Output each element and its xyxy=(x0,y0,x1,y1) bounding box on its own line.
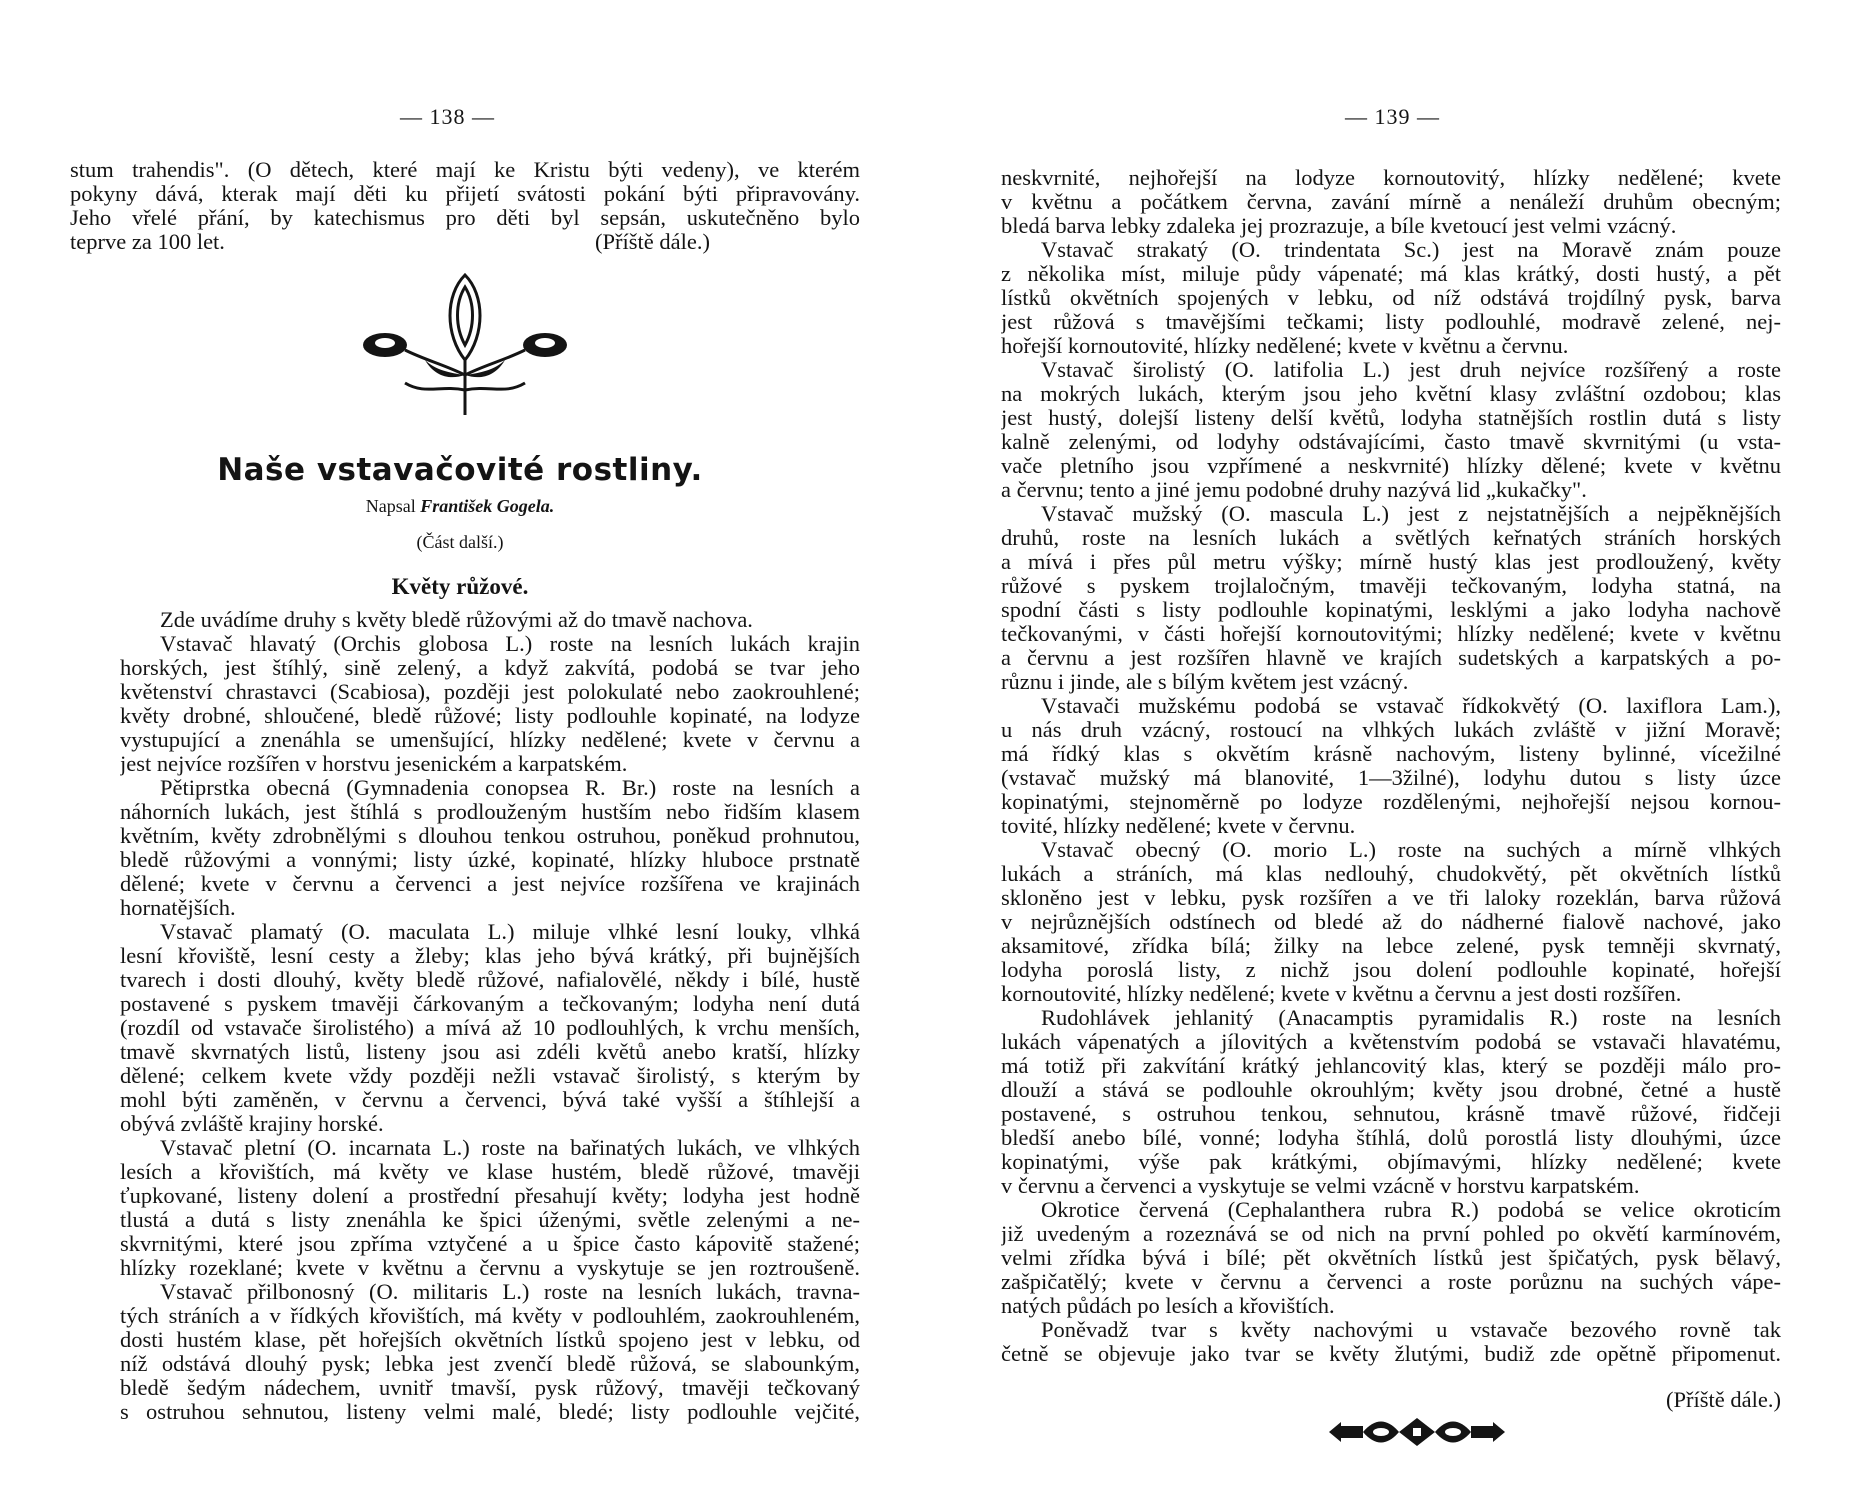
text-line: aksamitové, zřídka bílá; žilky na lebce zelené, pysk temněji skvrnatý, xyxy=(1001,934,1781,958)
page-number-left: — 138 — xyxy=(400,104,495,129)
text-line: skvrnitými, které jsou zpříma vztyčené a u špice často kápovitě stažené; xyxy=(120,1232,860,1256)
text-line: teprve za 100 let. xyxy=(70,230,225,254)
text-line: s ostruhou sehnutou, listeny velmi malé, bledé; listy podlouhle vejčité, xyxy=(120,1400,860,1424)
text-line: jest nejvíce rozšířen v horstvu jesenickém a karpatském. xyxy=(120,752,628,776)
text-line: Jeho vřelé přání, by katechismus pro děti byl sepsán, uskutečněno bylo xyxy=(70,206,860,230)
text-line: a červnu; tento a jiné jemu podobné druhy nazývá lid „kukačky". xyxy=(1001,478,1587,502)
text-line: tmavě skvrnatých listů, listeny jsou asi zdéli květů anebo kratší, hlízky xyxy=(120,1040,860,1064)
text-line: druhů, roste na lesních lukách a světlých keřnatých stráních horských xyxy=(1001,526,1781,550)
text-line: Vstavač mužský (O. mascula L.) jest z nejstatnějších a nejpěknějších xyxy=(1041,502,1781,526)
text-line: Vstavači mužskému podobá se vstavač řídkokvětý (O. laxiflora Lam.), xyxy=(1041,694,1781,718)
text-line: lesní křoviště, lesní cesty a žleby; klas jeho bývá krátký, při bujnějších xyxy=(120,944,860,968)
text-line: neskvrnité, nejhořejší na lodyze kornoutovitý, hlízky nedělené; kvete xyxy=(1001,166,1781,190)
text-line: velmi zřídka bývá i bílé; pět okvětních lístků jest špičatých, pysk bělavý, xyxy=(1001,1246,1781,1270)
text-line: tovité, hlízky nedělené; kvete v červnu. xyxy=(1001,814,1356,838)
floral-ornament xyxy=(355,265,575,425)
text-line: lístků okvětních spojených v lebku, od níž odstává trojdílný pysk, barva xyxy=(1001,286,1781,310)
text-line: postavené s pyskem tmavěji čárkovaným a tečkovaným; lodyha není dutá xyxy=(120,992,860,1016)
text-line: Vstavač přilbonosný (O. militaris L.) roste na lesních lukách, travna- xyxy=(160,1280,860,1304)
text-line: hlízky rozeklané; kvete v květnu a červnu a vyskytuje se jen roztroušeně. xyxy=(120,1256,860,1280)
text-line: jest hustý, dolejší listeny delší květů, lodyha statnějších rostlin dutá s listy xyxy=(1001,406,1781,430)
text-line: natých půdách po lesích a křovištích. xyxy=(1001,1294,1335,1318)
text-line: kornoutovité, hlízky nedělené; kvete v květnu a červnu a jest dosti rozšířen. xyxy=(1001,982,1682,1006)
text-line: četně se objevuje jako tvar se květy žlutými, budiž zde opětně připomenut. xyxy=(1001,1342,1781,1366)
text-line: tvarech i dosti dlouhý, květy bledě růžové, nafialovělé, někdy i bílé, hustě xyxy=(120,968,860,992)
text-line: Vstavač strakatý (O. trindentata Sc.) jest na Moravě znám pouze xyxy=(1041,238,1781,262)
text-line: v červnu a červenci a vyskytuje se velmi vzácně v horstvu karpatském. xyxy=(1001,1174,1640,1198)
author-line xyxy=(240,496,680,517)
intro-paragraph xyxy=(70,158,860,254)
text-line: lodyha poroslá listy, z nichž jsou dolení podlouhle kopinaté, hořejší xyxy=(1001,958,1781,982)
continue-note: (Příště dále.) xyxy=(595,230,710,254)
text-line: tečkovanými, v části hořejší kornoutovitými; hlízky nedělené; kvete v květnu xyxy=(1001,622,1781,646)
text-line: mohl býti zaměněn, v červnu a červenci, bývá také vyšší a štíhlejší a xyxy=(120,1088,860,1112)
text-line: (rozdíl od vstavače širolistého) a mívá až 10 podlouhlých, k vrchu menších, xyxy=(120,1016,860,1040)
text-line: dělené; kvete v červnu a červenci a jest nejvíce rozšířena ve krajinách xyxy=(120,872,860,896)
end-ornament xyxy=(1327,1412,1507,1452)
text-line: květy drobné, shloučené, bledě růžové; listy podlouhle kopinaté, na lodyze xyxy=(120,704,860,728)
text-line: v nejrůznějších odstínech od bledé až do nádherné fialově nachové, jako xyxy=(1001,910,1781,934)
text-line: má řídký klas s okvětím krásně nachovým, listeny bylinné, vícežilné xyxy=(1001,742,1781,766)
text-line: ťupkované, listeny dolení a prostřední přesahují květy; lodyha jest hodně xyxy=(120,1184,860,1208)
text-line: spodní části s listy podlouhle kopinatými, lesklými a jako lodyha nachově xyxy=(1001,598,1781,622)
text-line: kopinatými, výše pak krátkými, objímavými, hlízky nedělené; kvete xyxy=(1001,1150,1781,1174)
text-line: růžové s pyskem trojlaločným, tmavěji tečkovaným, lodyha statná, na xyxy=(1001,574,1781,598)
article-title: Naše vstavačovité rostliny. xyxy=(217,452,703,488)
text-line: Vstavač plamatý (O. maculata L.) miluje vlhké lesní louky, vlhká xyxy=(160,920,860,944)
text-line: v květnu a počátkem června, zavání mírně a nenáleží druhům obecným; xyxy=(1001,190,1781,214)
text-line: Zde uvádíme druhy s květy bledě růžovými až do tmavě nachova. xyxy=(160,608,753,632)
text-line: lukách vápenatých a jílovitých a květenstvím podobá se vstavači hlavatému, xyxy=(1001,1030,1781,1054)
text-line: květním, květy zdrobnělými s dlouhou tenkou ostruhou, poněkud prohnutou, xyxy=(120,824,860,848)
text-line: pokyny dává, kterak mají děti ku přijetí svátosti pokání býti připravovány. xyxy=(70,182,860,206)
text-line: bledší anebo bílé, vonné; lodyha štíhlá, dolů porostlá listy dlouhými, úzce xyxy=(1001,1126,1781,1150)
section-heading: Květy růžové. xyxy=(391,574,529,599)
text-line: kopinatými, stejnoměrně po lodyze rozdělenými, nejhořejší nejsou kornou- xyxy=(1001,790,1781,814)
text-line: hornatějších. xyxy=(120,896,236,920)
text-line: má totiž při zakvítání krátký jehlancovitý klas, který se později málo pro- xyxy=(1001,1054,1781,1078)
text-line: skloněno jest v lebku, pysk rozšířen a ve tři laloky rozeklán, barva růžová xyxy=(1001,886,1781,910)
text-line: dosti hustém klase, pět hořejších okvětních lístků spojeno jest v lebku, od xyxy=(120,1328,860,1352)
page-number-right: — 139 — xyxy=(1345,104,1440,129)
text-line: z několika míst, miluje půdy vápenaté; má klas krátký, dosti hustý, a pět xyxy=(1001,262,1781,286)
text-line: Vstavač hlavatý (Orchis globosa L.) roste na lesních lukách krajin xyxy=(160,632,860,656)
text-line: kalně zelenými, od lodyhy odstávajícími, často tmavě skvrnitými (u vsta- xyxy=(1001,430,1781,454)
text-line: Rudohlávek jehlanitý (Anacamptis pyramidalis R.) roste na lesních xyxy=(1041,1006,1781,1030)
text-line-with-note xyxy=(70,230,860,254)
author-prefix: Napsal xyxy=(365,496,416,516)
text-line: níž odstává dlouhý pysk; lebka jest zvenčí bledě růžová, se slabounkým, xyxy=(120,1352,860,1376)
text-line: bledá barva lebky zdaleka jej prozrazuje, a bíle kvetoucí jest velmi vzácný. xyxy=(1001,214,1677,238)
text-line: tých stráních a v řídkých křovištích, má květy v podlouhlém, zaokrouhleném, xyxy=(120,1304,860,1328)
text-line: Vstavač pletní (O. incarnata L.) roste na bařinatých lukách, ve vlhkých xyxy=(160,1136,860,1160)
left-body-text xyxy=(120,608,860,1424)
text-line: hořejší kornoutovité, hlízky nedělené; kvete v květnu a červnu. xyxy=(1001,334,1569,358)
text-line: dělené; celkem kvete vždy později nežli vstavač širolistý, s kterým by xyxy=(120,1064,860,1088)
text-line: a mívá i přes půl metru výšky; mírně hustý klas jest prodloužený, květy xyxy=(1001,550,1781,574)
text-line: lukách a stráních, má klas nedlouhý, chudokvětý, pět okvětních lístků xyxy=(1001,862,1781,886)
part-label: (Část další.) xyxy=(416,532,504,552)
text-line: vače pletního jsou vzpřímené a neskvrnité) hlízky dělené; kvete v květnu xyxy=(1001,454,1781,478)
text-line: stum trahendis". (O dětech, které mají ke Kristu býti vedeny), ve kterém xyxy=(70,158,860,182)
text-line: u nás druh vzácný, rostoucí na vlhkých lukách zvláště v jižní Moravě; xyxy=(1001,718,1781,742)
text-line: Vstavač obecný (O. morio L.) roste na suchých a mírně vlhkých xyxy=(1041,838,1781,862)
right-continue-wrap xyxy=(1001,1388,1781,1412)
continue-note: (Příště dále.) xyxy=(1666,1388,1781,1412)
text-line: na mokrých lukách, kterým jsou jeho květní klasy zvláštní ozdobou; klas xyxy=(1001,382,1781,406)
text-line: Poněvadž tvar s květy nachovými u vstavače bezového rovně tak xyxy=(1041,1318,1781,1342)
text-line: Okrotice červená (Cephalanthera rubra R.) podobá se velice okroticím xyxy=(1041,1198,1781,1222)
text-line: květenství chrastavci (Scabiosa), později jest polokulaté nebo zaokrouhlené; xyxy=(120,680,860,704)
right-page xyxy=(927,0,1854,1500)
text-line: dlouží a stává se podlouhle okrouhlým; květy jsou drobné, četné a hustě xyxy=(1001,1078,1781,1102)
text-line: (vstavač mužský má blanovité, 1—3žilné), lodyhu dutou s listy úzce xyxy=(1001,766,1781,790)
text-line: lesích a křovištích, má květy ve klase hustém, bledě růžové, tmavěji xyxy=(120,1160,860,1184)
text-line: náhorních lukách, jest štíhlá s prodlouženým hustším nebo řidším klasem xyxy=(120,800,860,824)
text-line: bledě růžovými a vonnými; listy úzké, kopinaté, hlízky hluboce prstnatě xyxy=(120,848,860,872)
text-line: zašpičatělý; kvete v červnu a červenci a roste porůznu na suchých vápe- xyxy=(1001,1270,1781,1294)
text-line: tlustá a dutá s listy znenáhla ke špici úženými, světle zelenými a ne- xyxy=(120,1208,860,1232)
text-line: vystupující a znenáhla se umenšující, hlízky nedělené; kvete v červnu a xyxy=(120,728,860,752)
text-line: postavené, s ostruhou tenkou, sehnutou, krásně tmavě růžové, řidčeji xyxy=(1001,1102,1781,1126)
text-line: již uvedeným a rozeznává se od nich na první pohled po okvětí karmínovém, xyxy=(1001,1222,1781,1246)
text-line: jest růžová s tmavějšími tečkami; listy podlouhlé, modravě zelené, nej- xyxy=(1001,310,1781,334)
text-line: obývá zvláště krajiny horské. xyxy=(120,1112,384,1136)
text-line: horských, jest štíhlý, sině zelený, a když zakvítá, podobá se tvar jeho xyxy=(120,656,860,680)
text-line: Vstavač širolistý (O. latifolia L.) jest druh nejvíce rozšířený a roste xyxy=(1041,358,1781,382)
right-body-text xyxy=(1001,166,1781,1366)
text-line: bledě šedým nádechem, uvnitř tmavší, pysk růžový, tmavěji tečkovaný xyxy=(120,1376,860,1400)
text-line: Pětiprstka obecná (Gymnadenia conopsea R. Br.) roste na lesních a xyxy=(160,776,860,800)
author-name: František Gogela. xyxy=(420,496,555,516)
text-line: různu i jinde, ale s bílým květem jest vzácný. xyxy=(1001,670,1409,694)
text-line: a červnu a jest rozšířen hlavně ve krajích sudetských a karpatských a po- xyxy=(1001,646,1781,670)
